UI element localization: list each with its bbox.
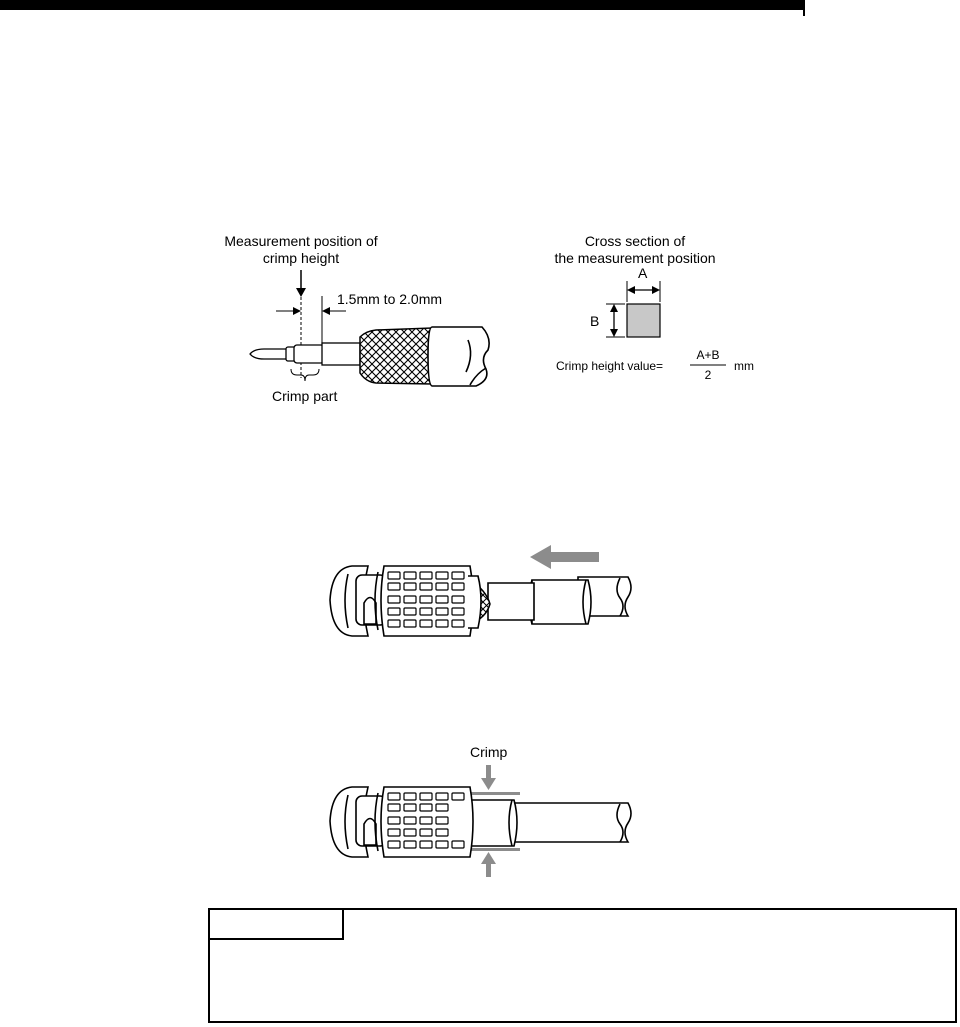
fig3-connector bbox=[330, 787, 473, 857]
crimp-part-label: Crimp part bbox=[272, 388, 338, 404]
measurement-title-line2: crimp height bbox=[262, 250, 340, 266]
dimension-a-label: A bbox=[638, 265, 648, 281]
cross-section-line1: Cross section of bbox=[584, 233, 686, 249]
formula-unit: mm bbox=[734, 359, 754, 373]
measurement-title-line1: Measurement position of bbox=[224, 233, 378, 249]
note-box bbox=[208, 908, 957, 1023]
dimension-b-label: B bbox=[590, 313, 600, 329]
formula-prefix: Crimp height value= bbox=[556, 359, 664, 373]
fig3-cable bbox=[512, 803, 631, 842]
cross-section-line2: the measurement position bbox=[554, 250, 716, 266]
note-box-tab bbox=[210, 910, 344, 940]
formula-numerator: A+B bbox=[696, 348, 720, 362]
crimp-label: Crimp bbox=[470, 744, 508, 760]
formula-denominator: 2 bbox=[704, 368, 712, 382]
dimension-label: 1.5mm to 2.0mm bbox=[337, 291, 443, 307]
